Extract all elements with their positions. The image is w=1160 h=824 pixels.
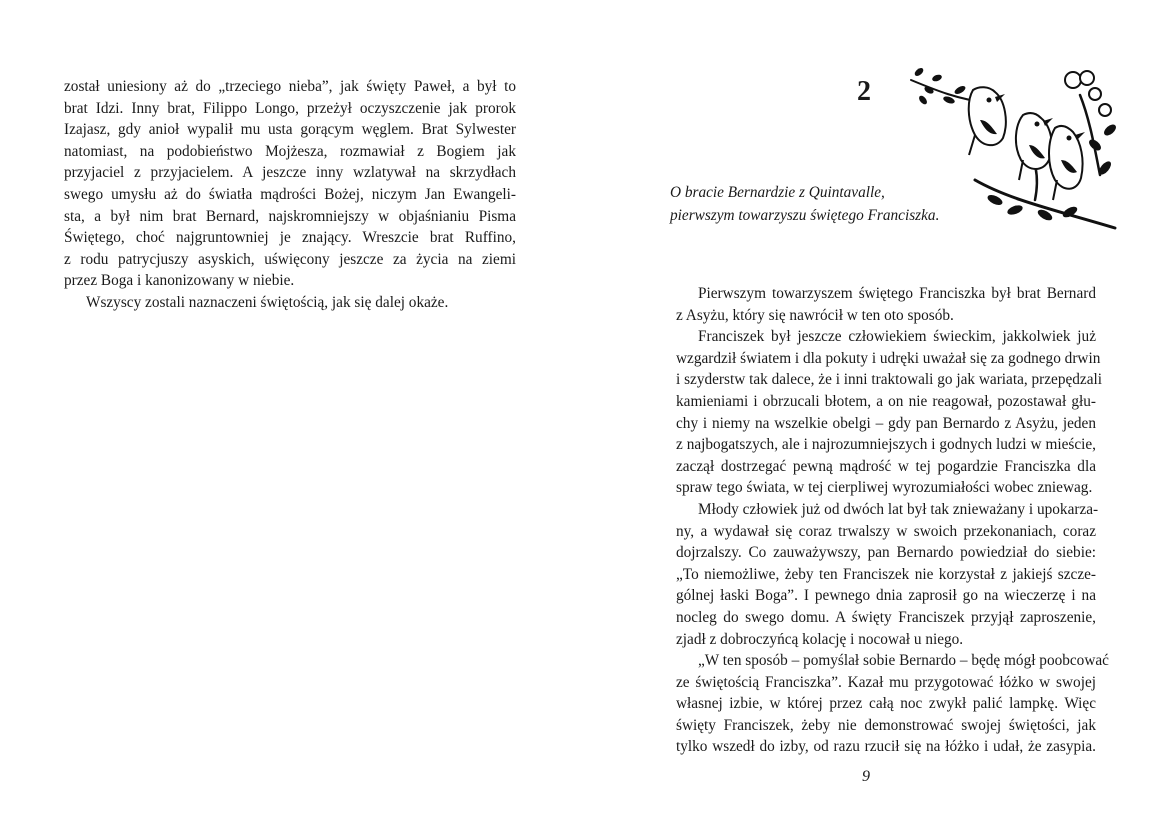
text-line: zaczął dostrzegać pewną mądrość w tej pogardzie Franciszka dla	[676, 457, 1096, 475]
text-line: „To niemożliwe, żeby ten Franciszek nie korzystał z jakiejś szcze-	[676, 565, 1096, 583]
left-page-text	[64, 76, 516, 314]
text-line: Franciszek był jeszcze człowiekiem świeckim, jakkolwiek już	[698, 328, 1096, 346]
text-line: własnej izbie, w której przez całą noc zwykł palić lampkę. Więc	[676, 695, 1096, 713]
text-line: nocleg do swego domu. A święty Franciszek przyjął zaproszenie,	[676, 608, 1096, 626]
text-line: sta, a był nim brat Bernard, najskromniejszy w objaśnianiu Pisma	[64, 207, 516, 225]
text-line: Pierwszym towarzyszem świętego Franciszka był brat Bernard	[698, 285, 1096, 302]
text-line: Wszyscy zostali naznaczeni świętością, jak się dalej okaże.	[86, 293, 449, 311]
text-line: dojrzalszy. Co zauważywszy, pan Bernardo powiedział do siebie:	[676, 544, 1096, 562]
page-number: 9	[862, 768, 870, 785]
text-line: zjadł z dobroczyńcą kolację i nocował u niego.	[676, 630, 964, 648]
right-page-text	[676, 283, 1109, 758]
text-line: Młody człowiek już od dwóch lat był tak znieważany i upokarza-	[698, 500, 1099, 518]
text-line: Izajasz, gdy anioł wypalił mu usta gorącym węglem. Brat Sylwester	[64, 121, 516, 139]
text-line: i szyderstw tak dalece, że i inni traktowali go jak wariata, przepędzali	[676, 371, 1103, 389]
text-line: Świętego, choć najgruntowniej je znający. Wreszcie brat Ruffino,	[64, 229, 516, 247]
subtitle-line: O bracie Bernardzie z Quintavalle,	[670, 184, 885, 201]
text-line: tylko wszedł do izby, od razu rzucił się na łóżko i udał, że zasypia.	[676, 738, 1096, 756]
text-line: „W ten sposób – pomyślał sobie Bernardo – będę mógł poobcować	[698, 652, 1109, 670]
chapter-number: 2	[857, 76, 871, 107]
text-line: natomiast, na podobieństwo Mojżesza, rozmawiał z Bogiem jak	[64, 142, 516, 160]
text-line: spraw tego świata, w tej cierpliwej wyrozumiałości wobec zniewag.	[676, 479, 1093, 497]
text-line: kamieniami i obrzucali błotem, a on nie reagował, pozostawał głu-	[676, 392, 1096, 410]
chapter-subtitle	[670, 181, 970, 227]
text-line: wzgardził światem i dla pokuty i udręki uważał się za godnego drwin	[676, 349, 1101, 367]
text-line: chy i niemy na wszelkie obelgi – gdy pan Bernardo z Asyżu, jeden	[676, 414, 1096, 432]
text-line: przyjaciel z przyjacielem. A jeszcze inny wzlatywał na skrzydłach	[64, 164, 516, 182]
subtitle-line: pierwszym towarzyszu świętego Franciszka.	[670, 207, 940, 224]
text-line: z Asyżu, który się nawrócił w ten oto sposób.	[676, 306, 954, 324]
text-line: swego umysłu aż do światła mądrości Bożej, niczym Jan Ewangeli-	[64, 185, 516, 203]
text-line: przez Boga i kanonizowany w niebie.	[64, 272, 295, 290]
text-line: ny, a wydawał się coraz trwalszy w swoich przekonaniach, coraz	[676, 522, 1096, 540]
text-line: z najbogatszych, ale i najrozumniejszych i godnych ludzi w mieście,	[676, 436, 1096, 454]
text-line: z rodu patrycjuszy asyskich, uświęcony jeszcze za życia na ziemi	[64, 250, 516, 268]
text-line: ze świętością Franciszka”. Kazał mu przygotować łóżko w swojej	[676, 673, 1096, 691]
text-line: święty Franciszek, żeby nie demonstrować swojej świętości, jak	[676, 716, 1096, 734]
text-line: został uniesiony aż do „trzeciego nieba”, jak święty Paweł, a był to	[64, 78, 516, 95]
text-line: brat Idzi. Inny brat, Filippo Longo, przeżył oczyszczenie jak prorok	[64, 99, 516, 117]
text-line: gólnej łaski Boga”. I pewnego dnia zaprosił go na wieczerzę i na	[676, 587, 1096, 605]
